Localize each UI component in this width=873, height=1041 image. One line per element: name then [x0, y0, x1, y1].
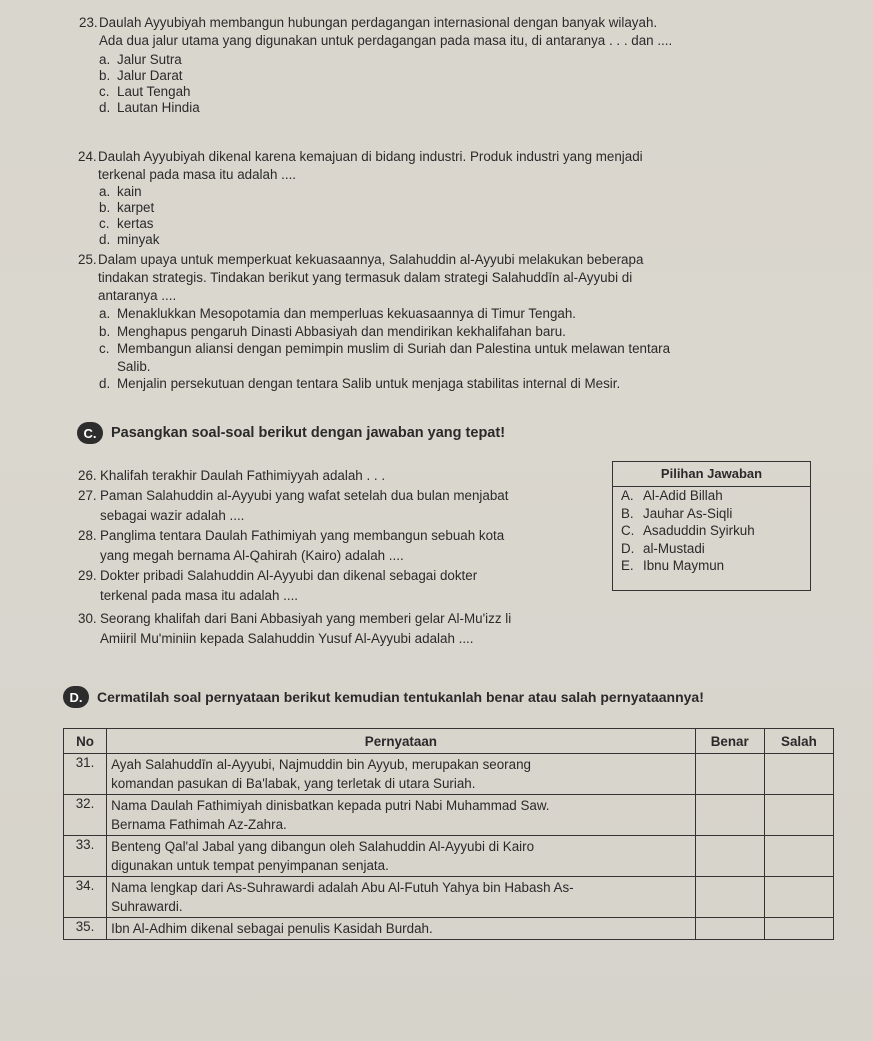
row-number: 33.: [64, 836, 107, 877]
option-a[interactable]: a. Menaklukkan Mesopotamia dan memperluas kekuasaannya di Timur Tengah.: [99, 306, 577, 321]
question-23: [79, 14, 672, 50]
q24-options: [99, 184, 159, 248]
question-29: 29. Dokter pribadi Salahuddin Al-Ayyubi dan dikenal sebagai dokter: [78, 568, 478, 583]
question-26: 26. Khalifah terakhir Daulah Fathimiyyah adalah . . .: [78, 468, 386, 483]
q23-options: [99, 52, 200, 116]
option-a[interactable]: a. Jalur Sutra: [99, 52, 182, 67]
option-b[interactable]: b. Jalur Darat: [99, 68, 183, 83]
option-a[interactable]: a. kain: [99, 184, 142, 199]
table-row: [64, 877, 834, 918]
option-d[interactable]: d. Lautan Hindia: [99, 100, 200, 115]
question-30-cont: Amiiril Mu'miniin kepada Salahuddin Yusuf Al-Ayyubi adalah ....: [100, 631, 474, 646]
true-answer-cell[interactable]: [695, 754, 764, 795]
section-d-badge: D.: [63, 686, 89, 708]
false-answer-cell[interactable]: [764, 795, 833, 836]
header-false: Salah: [764, 729, 833, 754]
row-number: 34.: [64, 877, 107, 918]
question-29-cont: terkenal pada masa itu adalah ....: [100, 588, 299, 603]
row-number: 31.: [64, 754, 107, 795]
header-true: Benar: [695, 729, 764, 754]
question-25: [78, 251, 643, 305]
table-row: [64, 918, 834, 940]
answer-box-title: Pilihan Jawaban: [613, 462, 810, 487]
section-c-header: [77, 422, 505, 444]
answer-choice-c[interactable]: C. Asaduddin Syirkuh: [621, 523, 755, 538]
row-statement: Nama Daulah Fathimiyah dinisbatkan kepada putri Nabi Muhammad Saw. Bernama Fathimah Az-Zahra.: [107, 795, 696, 836]
true-answer-cell[interactable]: [695, 836, 764, 877]
question-text-cont: terkenal pada masa itu adalah ....: [98, 167, 297, 182]
question-28: 28. Panglima tentara Daulah Fathimiyah yang membangun sebuah kota: [78, 528, 505, 543]
question-text: Daulah Ayyubiyah membangun hubungan perdagangan internasional dengan banyak wilayah.: [99, 15, 658, 30]
question-24: [78, 148, 643, 184]
table-header-row: [64, 729, 834, 754]
table-row: [64, 795, 834, 836]
false-answer-cell[interactable]: [764, 877, 833, 918]
question-30: 30. Seorang khalifah dari Bani Abbasiyah yang memberi gelar Al-Mu'izz li: [78, 611, 512, 626]
true-answer-cell[interactable]: [695, 877, 764, 918]
option-c[interactable]: c. kertas: [99, 216, 154, 231]
question-number: 23.: [79, 15, 98, 30]
question-text-cont: antaranya ....: [98, 288, 177, 303]
question-text: Dalam upaya untuk memperkuat kekuasaannya, Salahuddin al-Ayyubi melakukan beberapa: [98, 252, 644, 267]
question-text: Daulah Ayyubiyah dikenal karena kemajuan di bidang industri. Produk industri yang menjadi: [98, 149, 643, 164]
option-c[interactable]: c. Membangun aliansi dengan pemimpin muslim di Suriah dan Palestina untuk melawan tentara: [99, 341, 671, 356]
question-number: 24.: [78, 149, 97, 164]
q25-options: [99, 305, 670, 393]
answer-choices-box: [612, 461, 811, 591]
matching-questions: [78, 466, 608, 649]
row-statement: Ibn Al-Adhim dikenal sebagai penulis Kasidah Burdah.: [107, 918, 696, 940]
row-statement: Nama lengkap dari As-Suhrawardi adalah Abu Al-Futuh Yahya bin Habash As- Suhrawardi.: [107, 877, 696, 918]
question-text-cont: Ada dua jalur utama yang digunakan untuk perdagangan pada masa itu, di antaranya . . . dan ....: [99, 33, 673, 48]
answer-choice-b[interactable]: B. Jauhar As-Siqli: [621, 505, 733, 521]
option-c[interactable]: c. Laut Tengah: [99, 84, 191, 99]
answer-choice-d[interactable]: D. al-Mustadi: [621, 540, 705, 556]
row-statement: Benteng Qal'al Jabal yang dibangun oleh Salahuddin Al-Ayyubi di Kairo digunakan untuk tempat penyimpanan senjata.: [107, 836, 696, 877]
option-c-cont: Salib.: [117, 358, 151, 374]
option-b[interactable]: b. karpet: [99, 200, 155, 215]
answer-choice-a[interactable]: A. Al-Adid Billah: [621, 488, 723, 503]
question-number: 25.: [78, 252, 97, 267]
question-27-cont: sebagai wazir adalah ....: [100, 508, 245, 523]
answer-choice-e[interactable]: E. Ibnu Maymun: [621, 558, 725, 573]
false-answer-cell[interactable]: [764, 754, 833, 795]
false-answer-cell[interactable]: [764, 836, 833, 877]
header-statement: Pernyataan: [107, 729, 696, 754]
row-number: 32.: [64, 795, 107, 836]
option-b[interactable]: b. Menghapus pengaruh Dinasti Abbasiyah dan mendirikan kekhalifahan baru.: [99, 323, 566, 339]
true-answer-cell[interactable]: [695, 918, 764, 940]
section-c-title: Pasangkan soal-soal berikut dengan jawaban yang tepat!: [111, 425, 506, 441]
section-c-badge: C.: [77, 422, 103, 444]
table-row: [64, 754, 834, 795]
option-d[interactable]: d. minyak: [99, 232, 160, 247]
section-d-title: Cermatilah soal pernyataan berikut kemudian tentukanlah benar atau salah pernyataannya!: [97, 689, 704, 705]
row-number: 35.: [64, 918, 107, 940]
question-text-cont: tindakan strategis. Tindakan berikut yang termasuk dalam strategi Salahuddīn al-Ayyubi di: [98, 270, 633, 285]
question-28-cont: yang megah bernama Al-Qahirah (Kairo) adalah ....: [100, 548, 404, 563]
section-d-header: [63, 686, 704, 708]
header-no: No: [64, 729, 107, 754]
question-27: 27. Paman Salahuddin al-Ayyubi yang wafat setelah dua bulan menjabat: [78, 488, 509, 503]
true-false-table: [63, 728, 834, 940]
false-answer-cell[interactable]: [764, 918, 833, 940]
table-row: [64, 836, 834, 877]
option-d[interactable]: d. Menjalin persekutuan dengan tentara Salib untuk menjaga stabilitas internal di Mesir.: [99, 376, 621, 391]
row-statement: Ayah Salahuddīn al-Ayyubi, Najmuddin bin Ayyub, merupakan seorang komandan pasukan di Ba'labak, yang terletak di utara Suriah.: [107, 754, 696, 795]
true-answer-cell[interactable]: [695, 795, 764, 836]
